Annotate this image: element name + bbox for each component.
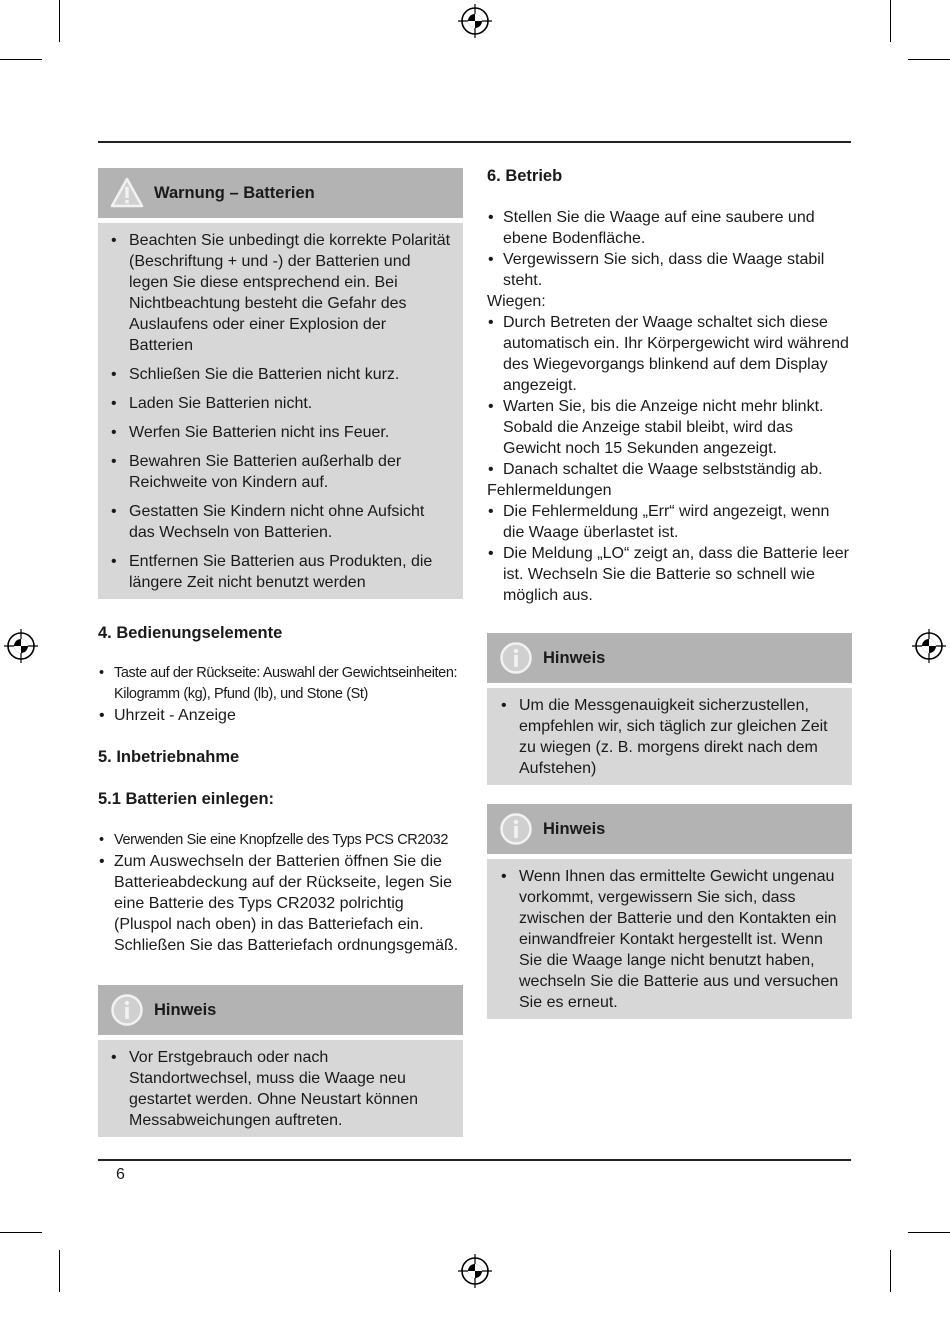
list-item: • Verwenden Sie eine Knopfzelle des Typs PCS CR2032 xyxy=(98,830,463,851)
warning-box-body xyxy=(98,223,463,599)
crop-mark xyxy=(59,1250,60,1292)
warning-triangle-icon xyxy=(110,176,144,210)
hint-box-header xyxy=(98,985,463,1035)
list-item: • Die Meldung „LO“ zeigt an, dass die Batterie leer ist. Wechseln Sie die Batterie so schnell wie möglich aus. xyxy=(487,543,852,606)
list-item: • Um die Messgenauigkeit sicherzustellen, empfehlen wir, sich täglich zur gleichen Zeit zu wiegen (z. B. morgens direkt nach dem Aufstehen) xyxy=(500,695,842,779)
hint-list xyxy=(500,695,842,779)
warning-list xyxy=(110,230,451,593)
list-item: • Bewahren Sie Batterien außerhalb der Reichweite von Kindern auf. xyxy=(110,451,451,493)
hint-box-body xyxy=(98,1040,463,1137)
crop-mark xyxy=(908,1232,950,1233)
info-circle-icon xyxy=(499,812,533,846)
section-heading-6: 6. Betrieb xyxy=(487,167,563,185)
crop-mark xyxy=(0,1232,42,1233)
list-item: • Durch Betreten der Waage schaltet sich diese automatisch ein. Ihr Körpergewicht wird während des Wiegevorgangs blinkend auf dem Display angezeigt. xyxy=(487,312,852,396)
list-item: • Zum Auswechseln der Batterien öffnen Sie die Batterieabdeckung auf der Rückseite, legen Sie eine Batterie des Typs CR2032 polrichtig (Pluspol nach oben) in das Batteriefach ein. Schließen Sie das Batteriefach ordnungsgemäß. xyxy=(98,851,463,956)
hint-box-header xyxy=(487,804,852,854)
warning-box-header xyxy=(98,168,463,218)
list-item: • Warten Sie, bis die Anzeige nicht mehr blinkt. Sobald die Anzeige stabil bleibt, wird das Gewicht noch 15 Sekunden angezeigt. xyxy=(487,396,852,459)
list-item: • Werfen Sie Batterien nicht ins Feuer. xyxy=(110,422,451,443)
hint-box xyxy=(487,633,852,785)
list-item: • Schließen Sie die Batterien nicht kurz. xyxy=(110,364,451,385)
header-rule xyxy=(98,141,851,143)
list-item: • Danach schaltet die Waage selbstständig ab. xyxy=(487,459,852,480)
section51-list xyxy=(98,830,463,956)
registration-mark-icon xyxy=(458,4,492,38)
crop-mark xyxy=(908,59,950,60)
list-item: • Gestatten Sie Kindern nicht ohne Aufsicht das Wechseln von Batterien. xyxy=(110,501,451,543)
fehler-list xyxy=(487,501,852,606)
warning-box xyxy=(98,168,463,599)
wiegen-list xyxy=(487,312,852,480)
hint-box-header xyxy=(487,633,852,683)
list-item: • Vor Erstgebrauch oder nach Standortwechsel, muss die Waage neu gestartet werden. Ohne Neustart können Messabweichungen auftreten. xyxy=(110,1047,451,1131)
list-item: • Vergewissern Sie sich, dass die Waage stabil steht. xyxy=(487,249,852,291)
registration-mark-icon xyxy=(912,629,946,663)
list-item: • Entfernen Sie Batterien aus Produkten, die längere Zeit nicht benutzt werden xyxy=(110,551,451,593)
crop-mark xyxy=(0,59,42,60)
section-heading-4: 4. Bedienungselemente xyxy=(98,624,283,642)
list-item: • Beachten Sie unbedingt die korrekte Polarität (Beschriftung + und -) der Batterien und legen Sie diese entsprechend ein. Bei Nichtbeachtung besteht die Gefahr des Auslaufens oder einer Explosion der Batterien xyxy=(110,230,451,356)
registration-mark-icon xyxy=(4,629,38,663)
list-item: • Laden Sie Batterien nicht. xyxy=(110,393,451,414)
wiegen-label: Wiegen: xyxy=(487,293,546,310)
list-item: • Taste auf der Rückseite: Auswahl der Gewichtseinheiten: Kilogramm (kg), Pfund (lb), und Stone (St) xyxy=(98,663,463,705)
info-circle-icon xyxy=(499,641,533,675)
hint-box-title: Hinweis xyxy=(543,648,606,667)
warning-box-title: Warnung – Batterien xyxy=(154,183,315,202)
page-number: 6 xyxy=(116,1166,125,1183)
crop-mark xyxy=(890,0,891,42)
list-item: • Die Fehlermeldung „Err“ wird angezeigt, wenn die Waage überlastet ist. xyxy=(487,501,852,543)
hint-box xyxy=(98,985,463,1137)
section6-intro-list xyxy=(487,207,852,291)
left-column xyxy=(98,168,463,1137)
hint-list xyxy=(110,1047,451,1131)
hint-box xyxy=(487,804,852,1019)
section-heading-5: 5. Inbetriebnahme xyxy=(98,748,240,766)
footer-rule xyxy=(98,1159,851,1161)
hint-box-body xyxy=(487,859,852,1019)
hint-box-title: Hinweis xyxy=(543,819,606,838)
hint-list xyxy=(500,866,842,1013)
crop-mark xyxy=(890,1250,891,1292)
hint-box-body xyxy=(487,688,852,785)
info-circle-icon xyxy=(110,993,144,1027)
fehler-label: Fehlermeldungen xyxy=(487,482,612,499)
crop-mark xyxy=(59,0,60,42)
list-item: • Wenn Ihnen das ermittelte Gewicht ungenau vorkommt, vergewissern Sie sich, dass zwischen der Batterie und den Kontakten ein einwandfreier Kontakt hergestellt ist. Wenn Sie die Waage lange nicht benutzt haben, wechseln Sie die Batterie aus und versuchen Sie es erneut. xyxy=(500,866,842,1013)
section4-list xyxy=(98,663,463,726)
list-item: • Stellen Sie die Waage auf eine saubere und ebene Bodenfläche. xyxy=(487,207,852,249)
registration-mark-icon xyxy=(458,1254,492,1288)
hint-box-title: Hinweis xyxy=(154,1000,217,1019)
list-item: • Uhrzeit - Anzeige xyxy=(98,705,463,726)
section-heading-5-1: 5.1 Batterien einlegen: xyxy=(98,790,275,808)
right-column xyxy=(487,165,852,1019)
